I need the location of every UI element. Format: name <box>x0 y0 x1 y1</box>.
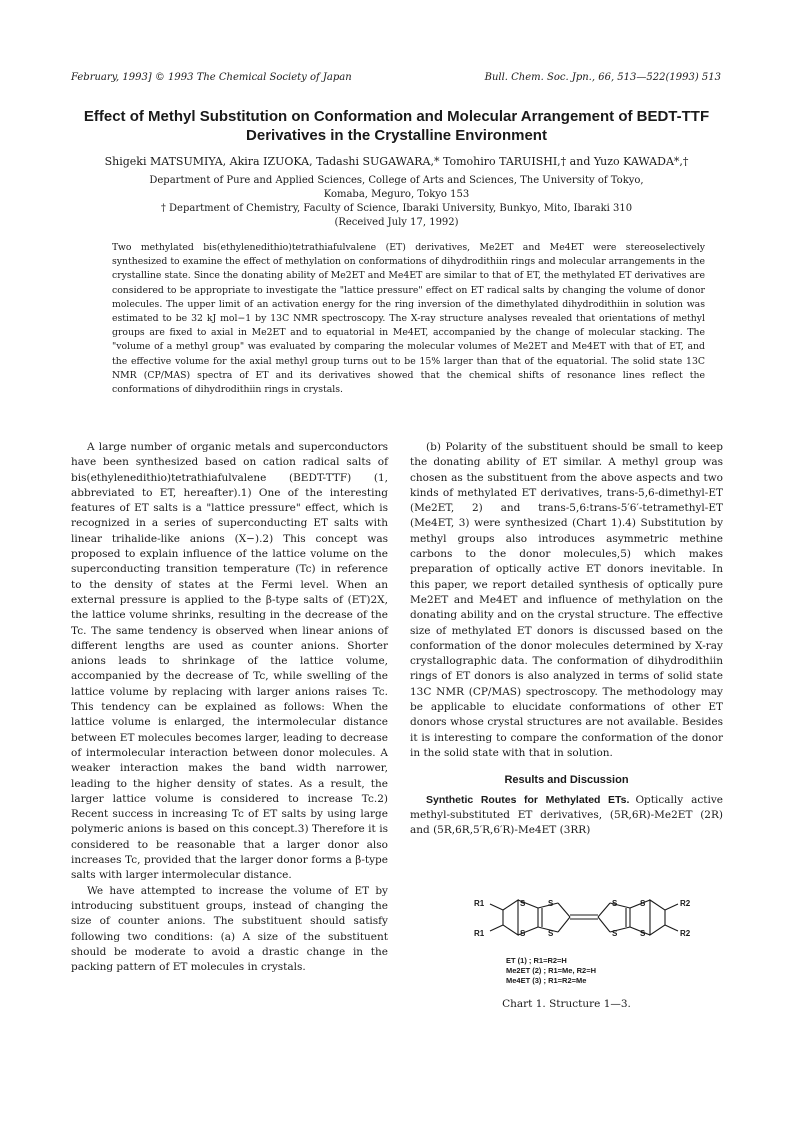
right-outer-ring <box>650 900 665 935</box>
left-column <box>71 440 388 975</box>
sulfur-label: S <box>520 929 526 938</box>
intro-paragraph-3: (b) Polarity of the substituent should be small to keep the donating ability of ET similar. A methyl group was chosen as the substituent from the above aspects and two kinds of methylated ET derivatives, trans-5,6-dimethyl-ET (Me2ET, 2) and trans-5,6:trans-5′6′-tetramethyl-ET (Me4ET, 3) were synthesized (Chart 1).4) Substitution by methyl groups also introduces asymmetric methine carbons to the donor molecules,5) which makes preparation of optically active ET donors inevitable. In this paper, we report detailed synthesis of optically pure Me2ET and Me4ET and influence of methylation on the donating ability and on the crystal structure. The effective size of methylated ET donors is discussed based on the conformation of the donor molecules determined by X-ray crystallographic data. The conformation of dihydrodithiin rings of ET donors is also analyzed in terms of solid state 13C NMR (CP/MAS) spectroscopy. The methodology may be applicable to elucidate conformations of other ET donors whose crystal structures are not available. Besides it is interesting to compare the conformation of the donor in the solid state with that in solution. <box>410 441 723 759</box>
legend-me2et: Me2ET (2) ; R1=Me, R2=H <box>506 966 597 975</box>
running-header-left: February, 1993] © 1993 The Chemical Society of Japan <box>71 72 352 83</box>
r2-label-top: R2 <box>680 899 691 908</box>
sulfur-label: S <box>640 929 646 938</box>
subsection-heading: Synthetic Routes for Methylated ETs. <box>426 793 630 806</box>
subsection-paragraph <box>410 793 723 839</box>
chart-caption: Chart 1. Structure 1—3. <box>502 998 631 1010</box>
abstract: Two methylated bis(ethylenedithio)tetrathiafulvalene (ET) derivatives, Me2ET and Me4ET were stereoselectively synthesized to examine the effect of methylation on conformations of dihydrodithiin rings and molecular arrangements in the crystalline state. Since the donating ability of Me2ET and Me4ET are similar to that of ET, the methylated ET derivatives are considered to be appropriate to investigate the "lattice pressure" effect on ET radical salts by changing the volume of donor molecules. The upper limit of an activation energy for the ring inversion of the dimethylated dihydrodithiin in solution was estimated to be 32 kJ mol−1 by 13C NMR spectroscopy. The X-ray structure analyses revealed that orientations of methyl groups are fixed to axial in Me2ET and to equatorial in Me4ET, accompanied by the change of molecular stacking. The "volume of a methyl group" was evaluated by comparing the molecular volumes of Me2ET and Me4ET with that of ET, and the effective volume for the axial methyl group turns out to be 15% larger than that of the equatorial. The solid state 13C NMR (CP/MAS) spectra of ET and its derivatives showed that the chemical shifts of resonance lines reflect the conformations of dihydrodithiin rings in crystals. <box>112 242 705 396</box>
affiliation-line-3: † Department of Chemistry, Faculty of Science, Ibaraki University, Bunkyo, Mito, Ibaraki 310 <box>160 203 633 214</box>
paper-title: Effect of Methyl Substitution on Conformation and Molecular Arrangement of BEDT-TTF Derivatives in the Crystalline Environment <box>83 108 710 144</box>
received-date: (Received July 17, 1992) <box>334 217 459 228</box>
legend-me4et: Me4ET (3) ; R1=R2=Me <box>506 976 587 985</box>
affiliation-line-1: Department of Pure and Applied Sciences, College of Arts and Sciences, The University of Tokyo, <box>149 175 644 186</box>
sulfur-label: S <box>548 929 554 938</box>
affiliation-line-2: Komaba, Meguro, Tokyo 153 <box>323 189 470 200</box>
structure-legend <box>506 956 596 986</box>
running-header-right: Bull. Chem. Soc. Jpn., 66, 513—522(1993) 513 <box>484 72 721 83</box>
r1-label-bottom: R1 <box>474 929 485 938</box>
section-heading: Results and Discussion <box>504 774 629 787</box>
sulfur-label: S <box>520 899 526 908</box>
legend-et: ET (1) ; R1=R2=H <box>506 956 567 965</box>
author-list: Shigeki MATSUMIYA, Akira IZUOKA, Tadashi SUGAWARA,* Tomohiro TARUISHI,† and Yuzo KAWADA*,† <box>104 155 689 168</box>
subsection-text: Optically active methyl-substituted ET derivatives, (5R,6R)-Me2ET (2R) and (5R,6R,5′R,6′R)-Me4ET (3RR) <box>410 793 724 837</box>
r2-label-bottom: R2 <box>680 929 691 938</box>
intro-paragraph-2: We have attempted to increase the volume of ET by introducing substituent groups, instead of changing the size of counter anions. The substituent should satisfy following two conditions: (a) A size of the substituent should be moderate to avoid a drastic change in the packing pattern of ET molecules in crystals. <box>71 884 388 974</box>
sulfur-label: S <box>612 899 618 908</box>
left-outer-ring <box>503 900 518 935</box>
sulfur-label: S <box>640 899 646 908</box>
sulfur-label: S <box>548 899 554 908</box>
right-column <box>410 440 723 838</box>
intro-paragraph-1: A large number of organic metals and superconductors have been synthesized based on cation radical salts of bis(ethylenedithio)tetrathiafulvalene (BEDT-TTF) (1, abbreviated to ET, hereafter).1) One of the interesting features of ET salts is a "lattice pressure" effect, which is recognized in a series of superconducting ET salts with linear trihalide-like anions (X−).2) This concept was proposed to explain influence of the lattice volume on the superconducting transition temperature (Tc) in reference to the density of states at the Fermi level. When an external pressure is applied to the β-type salts of (ET)2X, the lattice volume shrinks, resulting in the decrease of the Tc. The same tendency is observed when linear anions of different lengths are used as counter anions. Shorter anions leads to shrinkage of the lattice volume, accompanied by the decrease of Tc, while swelling of the lattice volume by replacing with larger anions raises Tc. This tendency can be explained as follows: When the lattice volume is enlarged, the intermolecular distance between ET molecules becomes larger, leading to decrease of intermolecular interaction between donor molecules. A weaker interaction makes the band width narrower, leading to the higher density of states. As a result, the larger lattice volume is considered to increase Tc.2) Recent success in increasing Tc of ET salts by using large polymeric anions is based on this concept.3) Therefore it is considered to be reasonable that a larger donor also increases Tc, provided that the larger donor forms a β-type salts with larger intermolecular distance. <box>71 441 388 882</box>
sulfur-label: S <box>612 929 618 938</box>
r1-label-top: R1 <box>474 899 485 908</box>
